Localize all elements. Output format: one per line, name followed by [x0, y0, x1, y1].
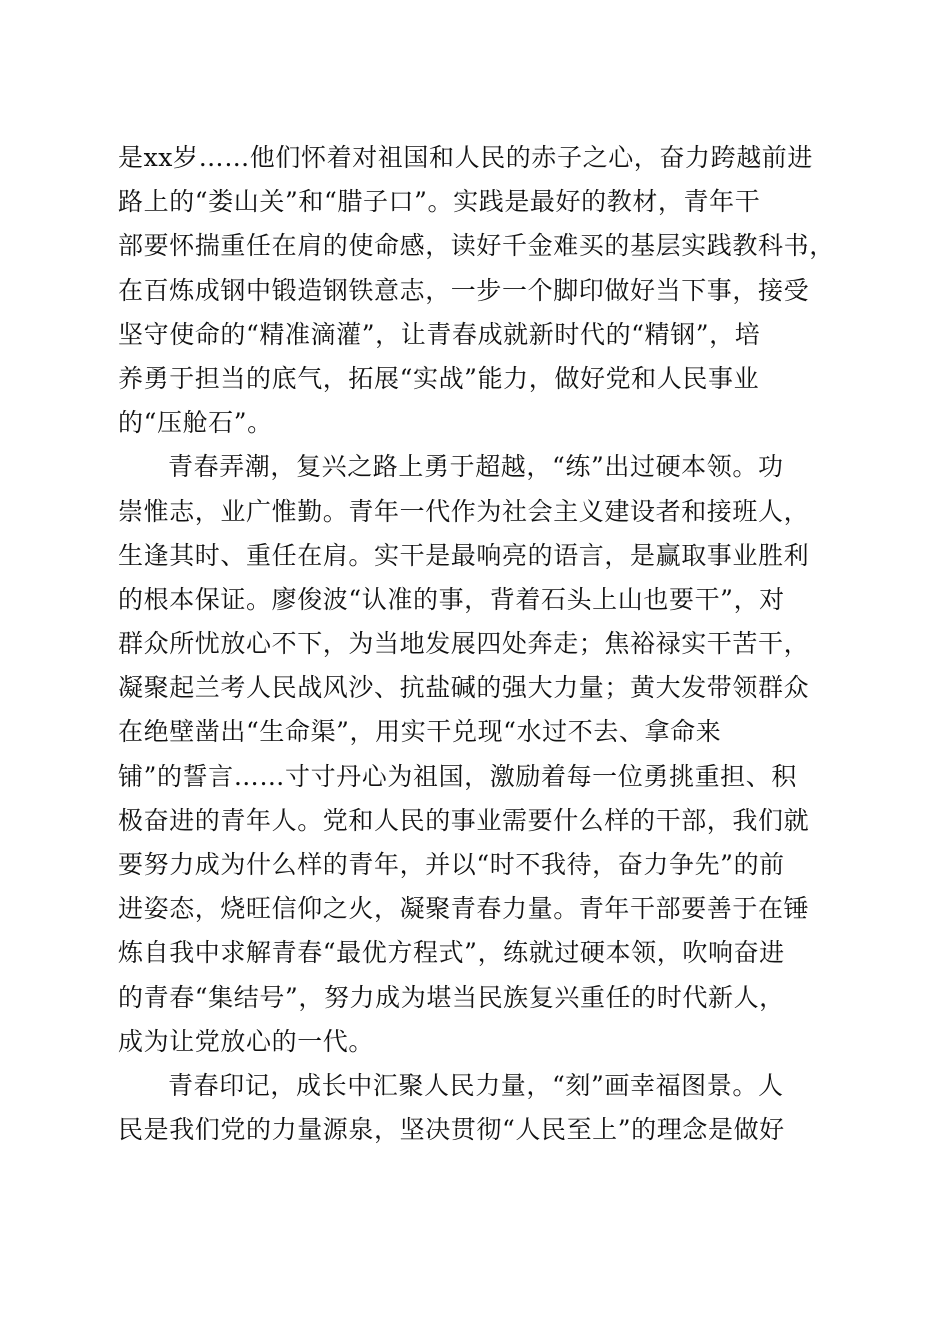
text-line: 的根本保证。廖俊波“认准的事，背着石头上山也要干”，对: [118, 584, 785, 614]
body-text: [118, 136, 835, 1152]
text-line: 坚守使命的“精准滴灌”，让青春成就新时代的“精钢”，培: [118, 319, 761, 349]
text-line: 极奋进的青年人。党和人民的事业需要什么样的干部，我们就: [118, 805, 810, 835]
text-line: 养勇于担当的底气，拓展“实战”能力，做好党和人民事业: [118, 363, 760, 393]
text-line: 部要怀揣重任在肩的使命感，读好千金难买的基层实践教科书，: [118, 231, 835, 261]
text-line: 进姿态，烧旺信仰之火，凝聚青春力量。青年干部要善于在锤: [118, 894, 810, 924]
text-line: 的“压舱石”。: [118, 408, 273, 438]
text-line: 凝聚起兰考人民战风沙、抗盐碱的强大力量；黄大发带领群众: [118, 673, 810, 703]
text-line: 要努力成为什么样的青年，并以“时不我待，奋力争先”的前: [118, 850, 785, 879]
text-line: 炼自我中求解青春“最优方程式”，练就过硬本领，吹响奋进: [118, 938, 785, 968]
paragraph-first-line: 青春印记，成长中汇聚人民力量，“刻”画幸福图景。人: [168, 1070, 784, 1100]
text-line: 在绝壁凿出“生命渠”，用实干兑现“水过不去、拿命来: [118, 717, 722, 747]
text-line: 是xx岁……他们怀着对祖国和人民的赤子之心，奋力跨越前进: [118, 143, 814, 172]
text-line: 民是我们党的力量源泉，坚决贯彻“人民至上”的理念是做好: [118, 1115, 785, 1145]
text-line: 路上的“娄山关”和“腊子口”。实践是最好的教材，青年干: [118, 187, 761, 217]
text-line: 群众所忧放心不下，为当地发展四处奔走；焦裕禄实干苦干，: [118, 629, 810, 659]
paragraph-first-line: 青春弄潮，复兴之路上勇于超越，“练”出过硬本领。功: [168, 452, 784, 482]
text-line: 铺”的誓言……寸寸丹心为祖国，激励着每一位勇挑重担、积: [118, 761, 797, 791]
text-line: 崇惟志，业广惟勤。青年一代作为社会主义建设者和接班人，: [118, 496, 810, 526]
text-line: 的青春“集结号”，努力成为堪当民族复兴重任的时代新人，: [118, 982, 785, 1012]
text-line: 在百炼成钢中锻造钢铁意志，一步一个脚印做好当下事，接受: [118, 275, 810, 305]
text-line: 成为让党放心的一代。: [118, 1026, 375, 1056]
text-line: 生逢其时、重任在肩。实干是最响亮的语言，是赢取事业胜利: [118, 540, 810, 570]
